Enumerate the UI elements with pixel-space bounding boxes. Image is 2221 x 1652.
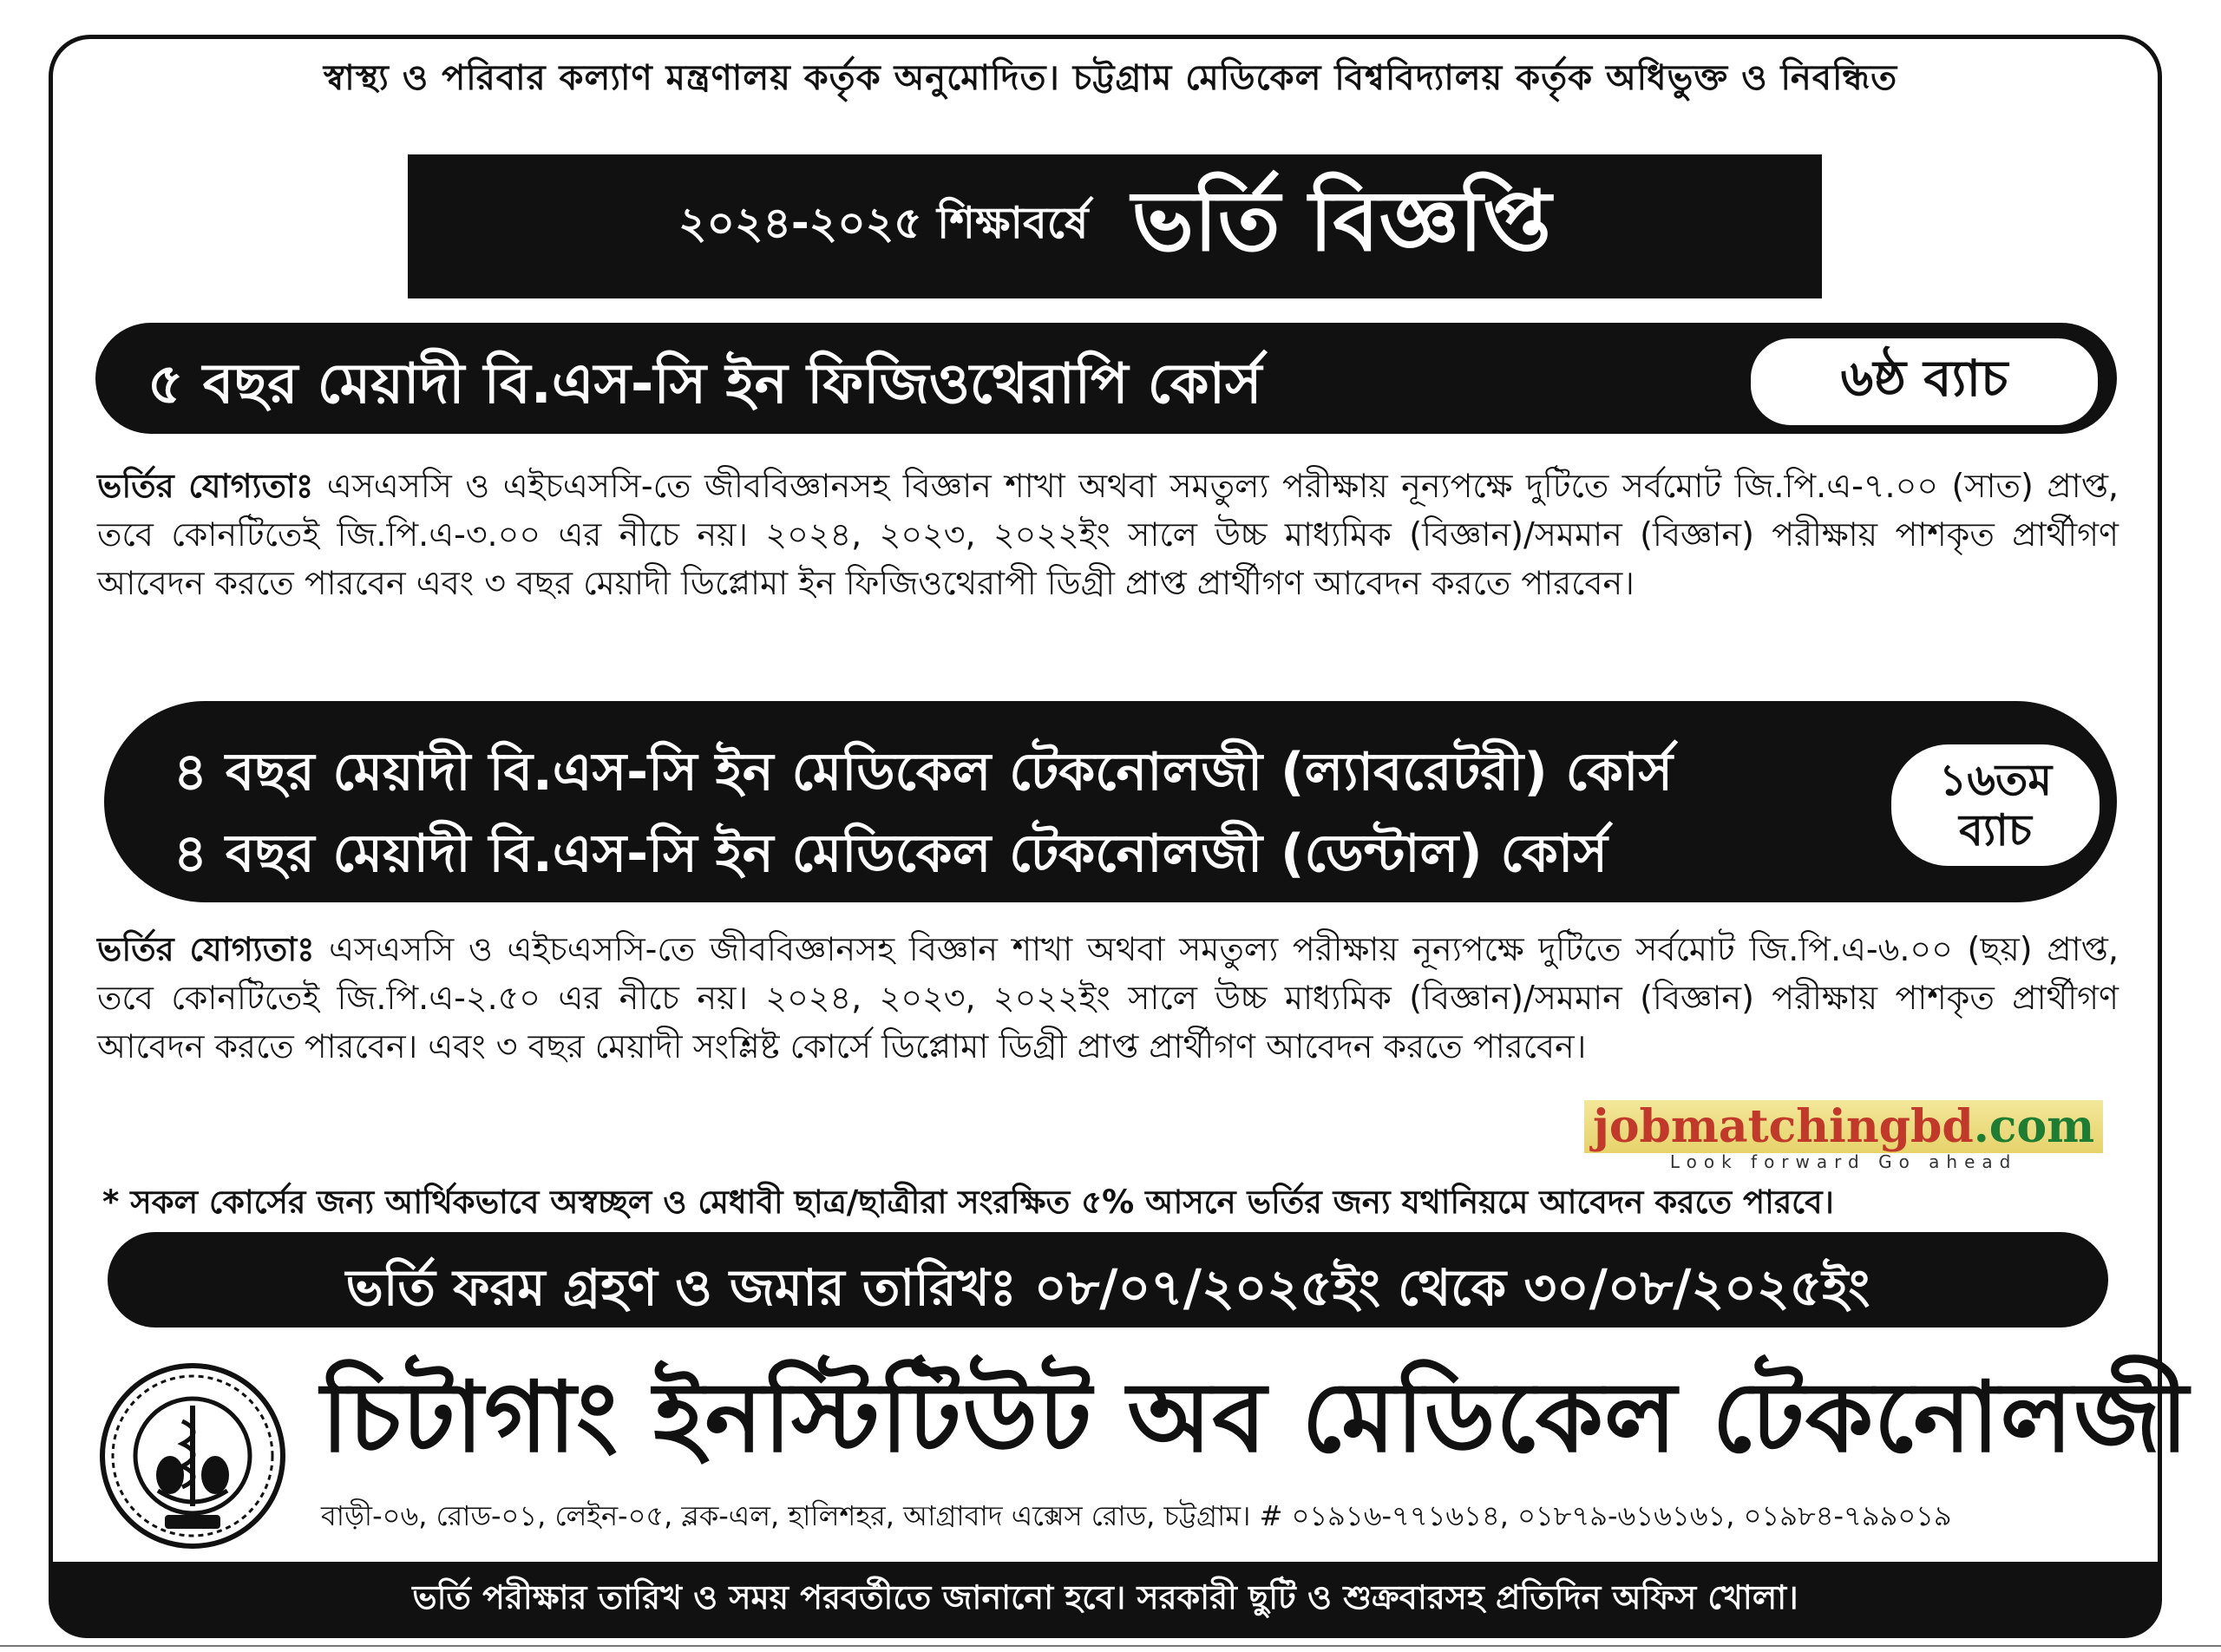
- title-banner: [408, 154, 1822, 298]
- course2-line1: ৪ বছর মেয়াদী বি.এস-সি ইন মেডিকেল টেকনোলজী (ল্যাবরেটরী) কোর্স: [174, 742, 1673, 803]
- approval-line: স্বাস্থ্য ও পরিবার কল্যাণ মন্ত্রণালয় কর্তৃক অনুমোদিত। চট্টগ্রাম মেডিকেল বিশ্ববিদ্যালয় কর্তৃক অধিভুক্ত ও নিবন্ধিত: [323, 58, 1898, 98]
- form-date-banner: [108, 1232, 2108, 1328]
- page-title: ভর্তি বিজ্ঞপ্তি: [1131, 172, 1552, 270]
- course2-batch-badge: [1888, 741, 2103, 869]
- course1-batch-badge: ৬ষ্ঠ ব্যাচ: [1747, 335, 2101, 429]
- course2-eligibility: [97, 925, 2119, 1071]
- course2-line2: ৪ বছর মেয়াদী বি.এস-সি ইন মেডিকেল টেকনোলজী (ডেন্টাল) কোর্স: [174, 823, 1608, 884]
- course1-name: ৫ বছর মেয়াদী বি.এস-সি ইন ফিজিওথেরাপি কোর্স: [147, 352, 1262, 416]
- footer-notice-text: ভর্তি পরীক্ষার তারিখ ও সময় পরবর্তীতে জানানো হবে। সরকারী ছুটি ও শুক্রবারসহ প্রতিদিন অফিস খোলা।: [412, 1578, 1798, 1616]
- academic-year: ২০২৪-২০২৫ শিক্ষাবর্ষে: [678, 197, 1089, 248]
- eligibility-text: এসএসসি ও এইচএসসি-তে জীববিজ্ঞানসহ বিজ্ঞান শাখা অথবা সমতুল্য পরীক্ষায় নূন্যপক্ষে দুটিতে সর্বমোট জি.পি.এ-৭.০০ (সাত) প্রাপ্ত, তবে কোনটিতেই জি.পি.এ-৩.০০ এর নীচে নয়। ২০২৪, ২০২৩, ২০২২ইং সালে উচ্চ মাধ্যমিক (বিজ্ঞান)/সমমান (বিজ্ঞান) পরীক্ষায় পাশকৃত প্রার্থীগণ আবেদন করতে পারবেন এবং ৩ বছর মেয়াদী ডিপ্লোমা ইন ফিজিওথেরাপী ডিগ্রী প্রাপ্ত প্রার্থীগণ আবেদন করতে পারবেন।: [97, 467, 2119, 602]
- course1-banner: [95, 323, 2117, 434]
- watermark-text-domain: .com: [1973, 1100, 2095, 1153]
- footer-notice: [49, 1562, 2162, 1638]
- watermark-logo: [1584, 1100, 2103, 1172]
- institute-address: বাড়ী-০৬, রোড-০১, লেইন-০৫, ব্লক-এল, হালিশহর, আগ্রাবাদ এক্সেস রোড, চট্টগ্রাম। # ০১৯১৬-৭৭১৬১৪, ০১৮৭৯-৬১৬১৬১, ০১৯৮৪-৭৯৯০১৯: [321, 1499, 1952, 1532]
- reserved-seat-note: * সকল কোর্সের জন্য আর্থিকভাবে অস্বচ্ছল ও মেধাবী ছাত্র/ছাত্রীরা সংরক্ষিত ৫% আসনে ভর্তির জন্য যথানিয়মে আবেদন করতে পারবে।: [102, 1183, 1834, 1221]
- page-divider: [0, 1645, 2221, 1647]
- form-dates: ভর্তি ফরম গ্রহণ ও জমার তারিখঃ ০৮/০৭/২০২৫ইং থেকে ৩০/০৮/২০২৫ইং: [345, 1258, 1870, 1317]
- course2-banner: [104, 701, 2117, 902]
- eligibility-text: এসএসসি ও এইচএসসি-তে জীববিজ্ঞানসহ বিজ্ঞান শাখা অথবা সমতুল্য পরীক্ষায় নূন্যপক্ষে দুটিতে সর্বমোট জি.পি.এ-৬.০০ (ছয়) প্রাপ্ত, তবে কোনটিতেই জি.পি.এ-২.৫০ এর নীচে নয়। ২০২৪, ২০২৩, ২০২২ইং সালে উচ্চ মাধ্যমিক (বিজ্ঞান)/সমমান (বিজ্ঞান) পরীক্ষায় পাশকৃত প্রার্থীগণ আবেদন করতে পারবেন। এবং ৩ বছর মেয়াদী সংশ্লিষ্ট কোর্সে ডিপ্লোমা ডিগ্রী প্রাপ্ত প্রার্থীগণ আবেদন করতে পারবেন।: [97, 930, 2119, 1065]
- batch-word: ব্যাচ: [1959, 805, 2032, 856]
- eligibility-label: ভর্তির যোগ্যতাঃ: [97, 467, 314, 505]
- watermark-text: [1584, 1100, 2103, 1153]
- watermark-text-main: jobmatchingbd: [1593, 1100, 1974, 1153]
- batch-number: ১৬তম: [1938, 755, 2053, 805]
- institute-name: চিটাগাং ইনস্টিটিউট অব মেডিকেল টেকনোলজী: [321, 1361, 2190, 1474]
- watermark-tagline: Look forward Go ahead: [1669, 1151, 2018, 1172]
- eligibility-label: ভর্তির যোগ্যতাঃ: [97, 930, 315, 968]
- course1-eligibility: [97, 462, 2119, 607]
- institute-seal-icon: [97, 1360, 288, 1551]
